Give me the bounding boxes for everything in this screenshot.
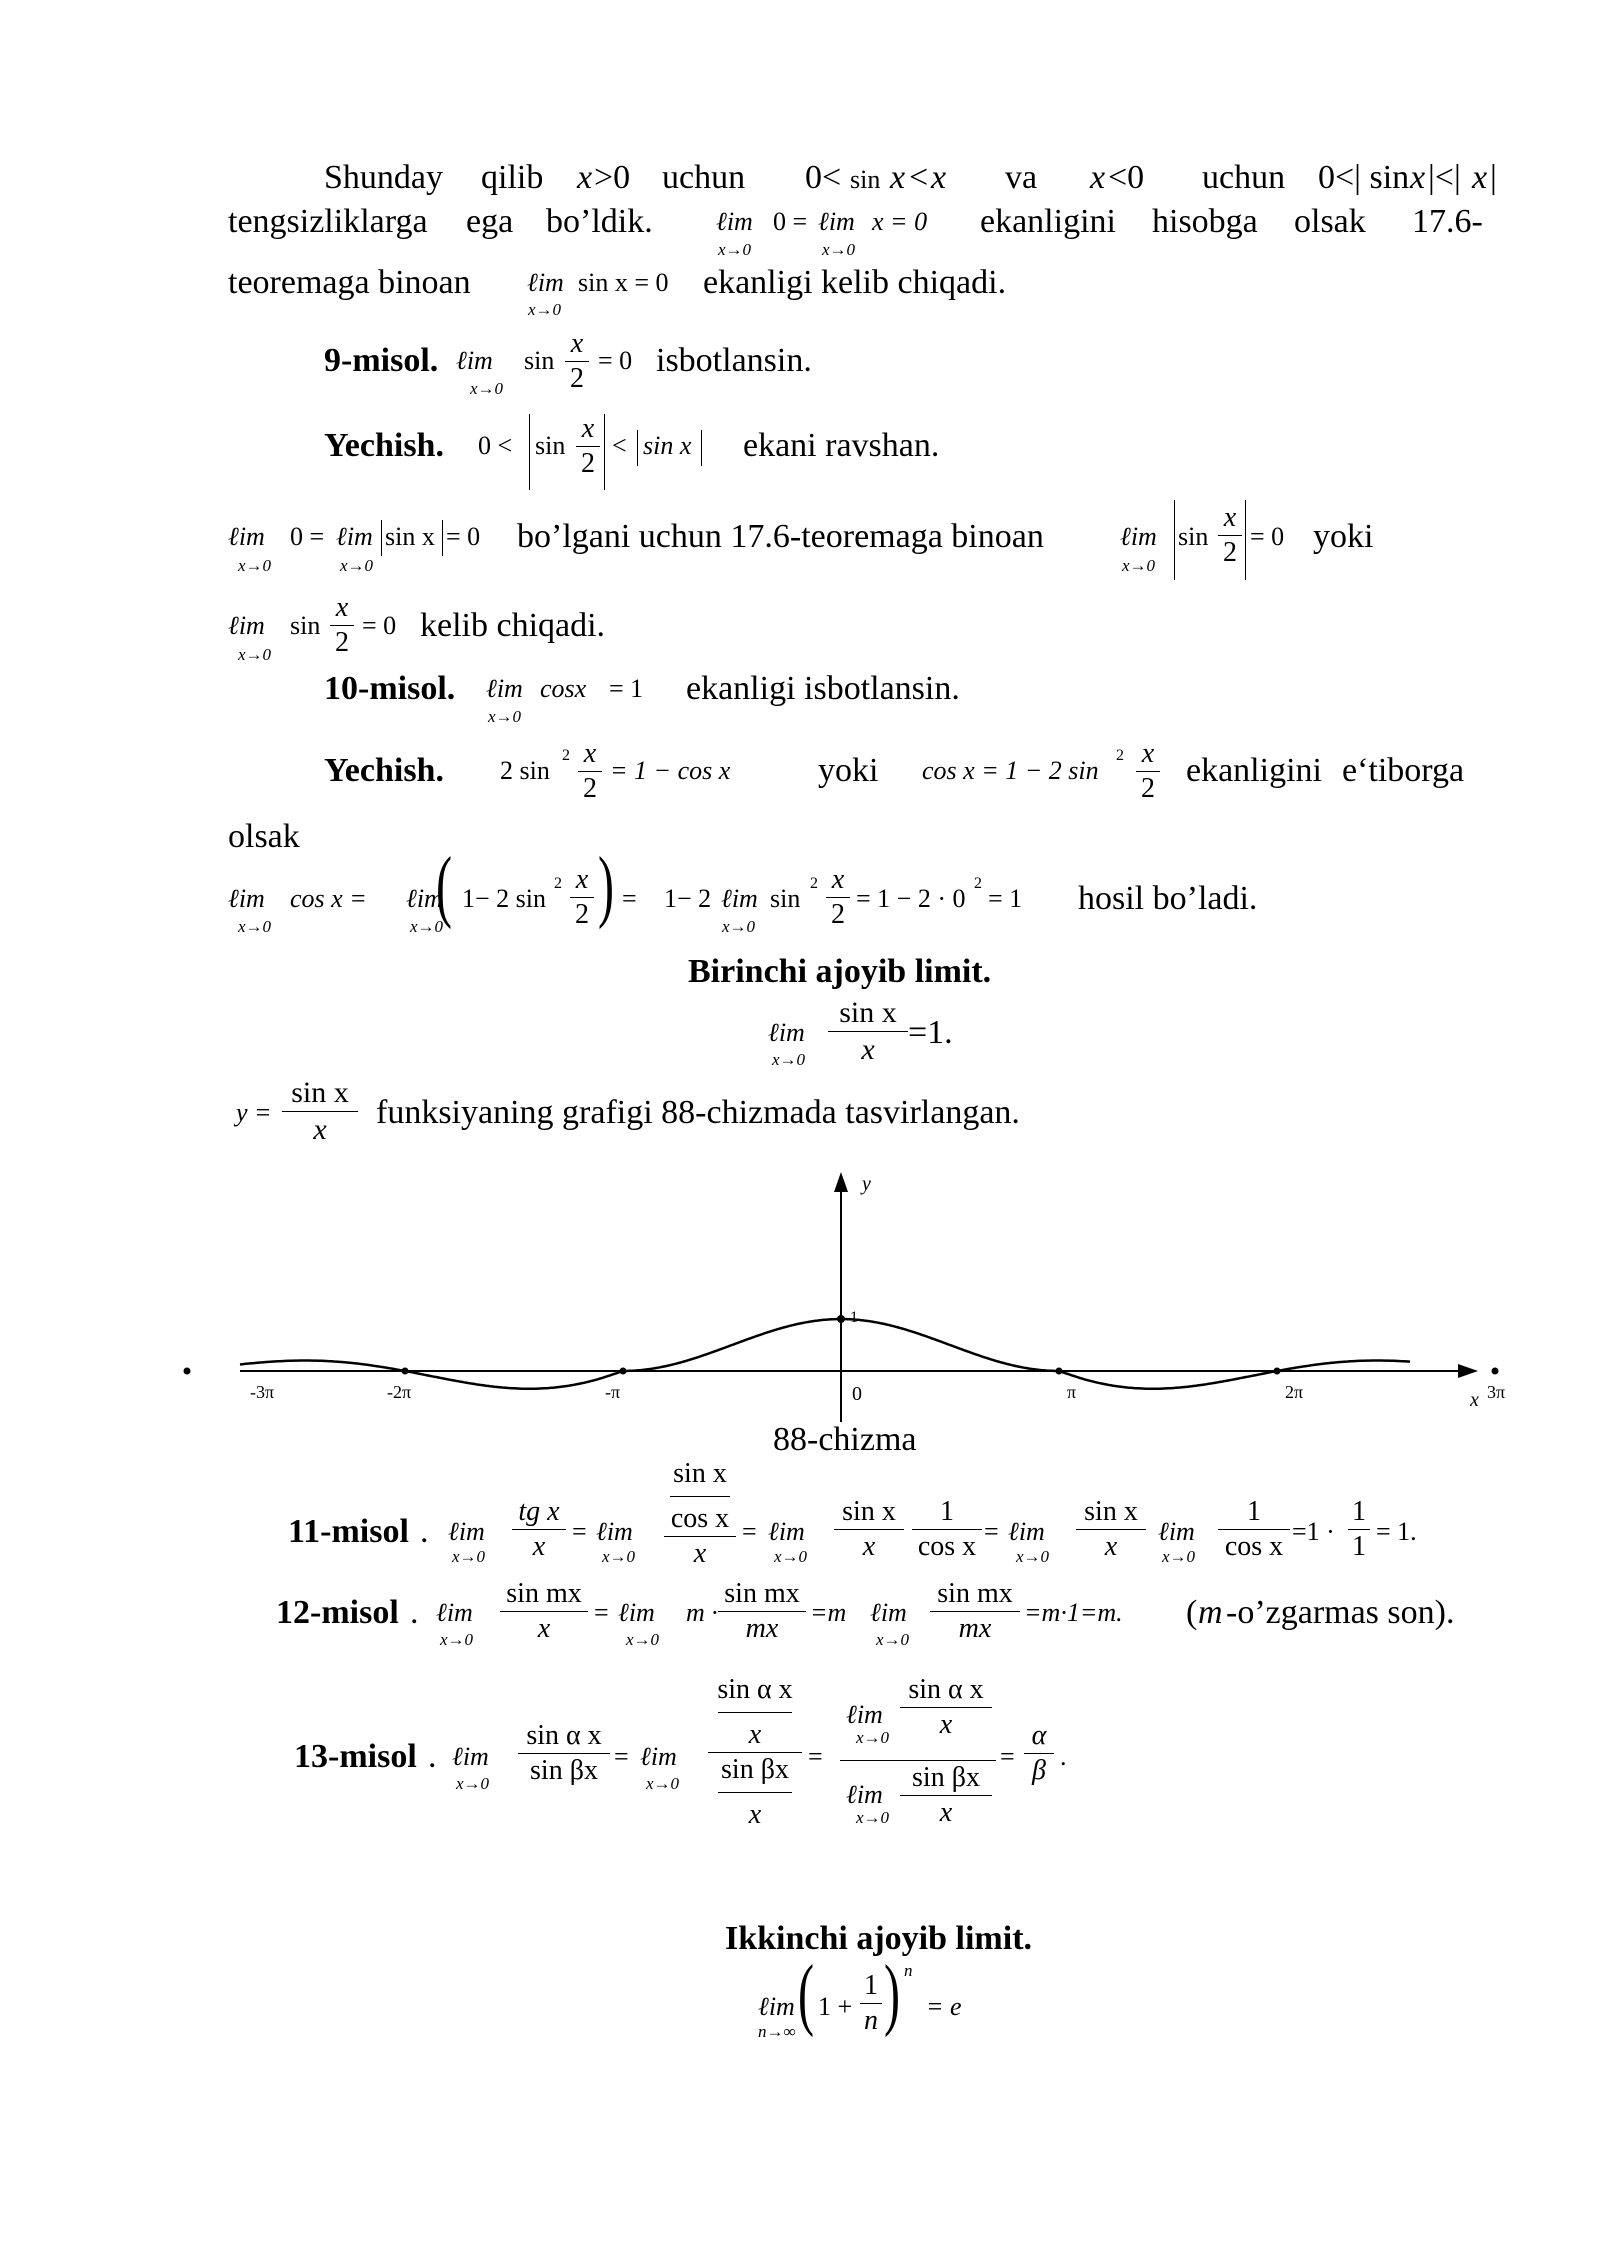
abs-bar — [637, 430, 638, 466]
text: ekanligi isbotlansin. — [686, 670, 960, 707]
math: y = — [236, 1098, 272, 1127]
paren-left: ( — [798, 1950, 814, 2038]
lim-symbol: ℓim — [870, 1598, 907, 1627]
tick-label: 2π — [1285, 1382, 1304, 1402]
numerator: sin mx — [724, 1578, 800, 1609]
math: cosx — [540, 674, 587, 703]
x-axis-arrow — [1458, 1364, 1478, 1378]
denominator-numerator: sin βx — [721, 1754, 789, 1785]
numerator: sin α x — [526, 1720, 602, 1751]
math: | — [1490, 159, 1497, 196]
denominator: sin βx — [530, 1755, 598, 1786]
text: ( — [1186, 1594, 1198, 1631]
math: = e — [926, 1992, 962, 2021]
numerator: x — [831, 864, 845, 895]
math: sin — [850, 165, 881, 194]
x-axis-label: x — [1470, 1389, 1479, 1411]
math: |<| — [1428, 159, 1461, 196]
math: 1− 2 — [664, 884, 712, 913]
exponent: 2 — [1116, 747, 1124, 764]
denominator: 2 — [581, 448, 595, 479]
zero-point — [620, 1368, 627, 1375]
y-axis-arrow — [834, 1172, 848, 1192]
example-title: 11-misol — [288, 1513, 409, 1550]
lim-symbol: ℓim — [640, 1742, 677, 1771]
fraction — [930, 1580, 1020, 1643]
numerator: sin x — [1084, 1496, 1138, 1527]
math: sin — [1178, 522, 1209, 551]
math: 0<| sin — [1318, 159, 1410, 196]
math: = — [1000, 1742, 1015, 1771]
text: isbotlansin. — [656, 342, 812, 379]
math: = — [572, 1517, 587, 1546]
math: sin — [770, 884, 801, 913]
lim-subscript: x→0 — [528, 300, 562, 319]
example-title: 13-misol — [294, 1738, 417, 1775]
denominator: x — [537, 1613, 551, 1644]
example-title: 12-misol — [276, 1594, 399, 1631]
math-var: x — [1090, 159, 1106, 196]
lim-subscript: x→0 — [772, 1050, 806, 1069]
lim-subscript: x→0 — [876, 1630, 910, 1649]
lim-subscript: x→0 — [1122, 556, 1156, 575]
text: . — [420, 1513, 429, 1550]
math: 0 = — [773, 207, 808, 236]
fraction — [900, 1676, 992, 1739]
math: = — [742, 1517, 757, 1546]
lim-subscript: x→0 — [856, 1728, 890, 1747]
text: kelib chiqadi. — [420, 607, 606, 644]
zero-point — [184, 1368, 191, 1375]
numerator: 1 — [940, 1496, 954, 1527]
math: >0 — [594, 159, 631, 196]
fraction — [1076, 1498, 1146, 1561]
fraction — [860, 1972, 882, 2035]
math: = — [808, 1742, 823, 1771]
denominator: x — [532, 1531, 546, 1562]
lim-symbol: ℓim — [1158, 1517, 1195, 1546]
math: cos x = — [290, 884, 367, 913]
abs-bar — [381, 520, 382, 556]
math: 0< — [805, 159, 842, 196]
abs-bar — [1174, 500, 1175, 580]
lim-symbol: ℓim — [527, 268, 564, 297]
math: = — [614, 1742, 629, 1771]
numerator: x — [1223, 502, 1237, 533]
math: = 0 — [446, 522, 481, 551]
numerator-numerator: sin α x — [717, 1674, 793, 1705]
sinx-over-x-graph — [230, 1160, 1506, 1430]
solution-title: Yechish. — [324, 427, 444, 464]
math: = — [622, 884, 637, 913]
compound-fraction — [708, 1676, 802, 1829]
text: funksiyaning grafigi 88-chizmada tasvirlangan. — [376, 1094, 1020, 1131]
math-var: x — [1472, 159, 1488, 196]
lim-symbol: ℓim — [336, 522, 373, 551]
text: qilib — [481, 159, 544, 196]
lim-symbol: ℓim — [846, 1780, 883, 1809]
peak-point — [837, 1315, 845, 1323]
lim-symbol: ℓim — [1120, 522, 1157, 551]
lim-subscript: x→0 — [238, 917, 272, 936]
text: . — [428, 1738, 437, 1775]
lim-subscript: x→0 — [488, 707, 522, 726]
math: sin — [535, 431, 566, 460]
math-var: x — [931, 159, 947, 196]
denominator: 1 — [1352, 1531, 1366, 1562]
math: 2 sin — [500, 756, 550, 785]
math: = 0 — [1250, 522, 1285, 551]
fraction-bar — [840, 1760, 996, 1761]
denominator: β — [1032, 1755, 1046, 1786]
math: 0 = — [290, 522, 325, 551]
denominator: 2 — [583, 773, 597, 804]
lim-symbol: ℓim — [228, 522, 265, 551]
lim-subscript: x→0 — [440, 1630, 474, 1649]
math: sin x = 0 — [578, 268, 669, 297]
math-var: x — [1410, 159, 1426, 196]
denominator: mx — [958, 1613, 992, 1644]
numerator: 1 — [1247, 1496, 1261, 1527]
numerator: x — [570, 328, 584, 359]
text: olsak — [228, 818, 300, 855]
solution-title: Yechish. — [324, 752, 444, 789]
numerator: 1 — [1352, 1496, 1366, 1527]
tick-label: -π — [605, 1382, 621, 1402]
math: x = 0 — [872, 207, 928, 236]
denominator: cos x — [1224, 1531, 1284, 1562]
abs-bar — [1245, 500, 1246, 580]
lim-symbol: ℓim — [716, 207, 753, 236]
math: = — [984, 1517, 999, 1546]
text: ega — [466, 203, 514, 240]
math: . — [1060, 1742, 1067, 1771]
compound-fraction — [664, 1460, 736, 1568]
sinc-curve — [240, 1319, 1410, 1389]
example-title: 10-misol. — [324, 670, 456, 707]
paren-right: ) — [598, 842, 614, 930]
numerator: sin βx — [912, 1762, 980, 1793]
numerator-denominator: x — [748, 1719, 762, 1750]
text: 17.6- — [1412, 203, 1483, 240]
example-title: 9-misol. — [324, 342, 439, 379]
fraction — [565, 330, 589, 393]
numerator: x — [1141, 738, 1155, 769]
text: yoki — [1313, 518, 1374, 555]
text: . — [410, 1594, 419, 1631]
math-var: x — [890, 159, 906, 196]
text: -o’zgarmas son). — [1226, 1594, 1455, 1631]
lim-subscript: x→0 — [1162, 1547, 1196, 1566]
tick-label: π — [1067, 1382, 1077, 1402]
math: sin x — [643, 431, 692, 460]
fraction — [282, 1078, 358, 1145]
text: ekani ravshan. — [743, 427, 940, 464]
text: ekanligi kelib chiqadi. — [703, 264, 1007, 301]
lim-symbol: ℓim — [1008, 1517, 1045, 1546]
numerator: x — [581, 413, 595, 444]
math: m · — [686, 1598, 718, 1627]
lim-subscript: x→0 — [410, 917, 444, 936]
lim-symbol: ℓim — [818, 207, 855, 236]
math: =m·1=m. — [1024, 1598, 1123, 1627]
fraction — [826, 866, 850, 929]
denominator: x — [862, 1531, 876, 1562]
lim-symbol: ℓim — [452, 1742, 489, 1771]
tick-label: -3π — [250, 1382, 275, 1402]
lim-subscript: x→0 — [456, 1774, 490, 1793]
fraction — [500, 1580, 588, 1643]
denominator: x — [693, 1538, 707, 1569]
math: = 0 — [362, 611, 397, 640]
figure-caption: 88-chizma — [773, 1421, 917, 1458]
math: < — [909, 159, 929, 196]
denominator: 2 — [831, 899, 845, 930]
lim-symbol: ℓim — [228, 884, 265, 913]
paren-right: ) — [884, 1950, 900, 2038]
text: Shunday — [324, 159, 443, 196]
paren-left: ( — [436, 842, 452, 930]
fraction — [330, 594, 354, 657]
numerator: α — [1031, 1720, 1047, 1751]
lim-subscript: x→0 — [340, 556, 374, 575]
fraction — [570, 866, 594, 929]
fraction — [1218, 1498, 1290, 1561]
math: 0 < — [478, 431, 513, 460]
text: tengsizliklarga — [228, 203, 428, 240]
lim-subscript: x→0 — [722, 917, 756, 936]
fraction — [834, 1498, 904, 1561]
text: ekanligini — [1186, 752, 1322, 789]
math: = 1 — [988, 884, 1023, 913]
numerator: x — [335, 592, 349, 623]
math-var: x — [577, 159, 593, 196]
peak-label: 1 — [850, 1309, 858, 1326]
lim-subscript: x→0 — [452, 1547, 486, 1566]
denominator: 2 — [575, 899, 589, 930]
section-heading: Ikkinchi ajoyib limit. — [725, 1920, 1033, 1957]
tick-label: -2π — [387, 1382, 412, 1402]
exponent: n — [904, 1961, 913, 1980]
text: e‘tiborga — [1342, 752, 1465, 789]
exponent: 2 — [554, 875, 562, 892]
lim-subscript: x→0 — [856, 1808, 890, 1827]
fraction — [1348, 1498, 1370, 1561]
text: bo’lgani uchun 17.6-teoremaga binoan — [517, 518, 1044, 555]
fraction — [576, 415, 600, 478]
fraction — [1024, 1722, 1054, 1785]
math: <0 — [1108, 159, 1145, 196]
zero-point — [1492, 1368, 1499, 1375]
lim-symbol: ℓim — [721, 884, 758, 913]
section-heading: Birinchi ajoyib limit. — [688, 953, 992, 990]
math: = 1 — [609, 674, 644, 703]
text: hisobga — [1152, 203, 1258, 240]
abs-bar — [442, 520, 443, 556]
denominator: x — [939, 1709, 953, 1740]
numerator: sin x — [291, 1076, 349, 1109]
tick-labels — [250, 1382, 1505, 1402]
lim-symbol: ℓim — [486, 674, 523, 703]
lim-symbol: ℓim — [448, 1517, 485, 1546]
lim-subscript: x→0 — [238, 645, 272, 664]
math: 1− 2 sin — [462, 884, 547, 913]
denominator: cos x — [917, 1531, 977, 1562]
numerator: x — [575, 864, 589, 895]
numerator: tg x — [518, 1496, 560, 1527]
text: yoki — [818, 752, 879, 789]
lim-symbol: ℓim — [228, 611, 265, 640]
denominator: 2 — [1141, 773, 1155, 804]
text: hosil bo’ladi. — [1078, 880, 1258, 917]
math: cos x = 1 − 2 sin — [922, 756, 1099, 785]
lim-subscript: x→0 — [238, 556, 272, 575]
math: = 0 — [598, 346, 633, 375]
text: uchun — [1202, 159, 1286, 196]
text: va — [1005, 159, 1038, 196]
fraction — [512, 1498, 566, 1561]
fraction — [518, 1722, 610, 1785]
numerator-denominator: cos x — [670, 1503, 730, 1534]
fraction — [900, 1764, 992, 1827]
text: olsak — [1294, 203, 1366, 240]
denominator: mx — [745, 1613, 779, 1644]
math: sin — [290, 611, 321, 640]
math: sin x — [385, 522, 435, 551]
numerator: x — [583, 738, 597, 769]
fraction — [718, 1580, 806, 1643]
lim-subscript: x→0 — [646, 1774, 680, 1793]
lim-symbol: ℓim — [406, 884, 443, 913]
exponent: 2 — [810, 875, 818, 892]
lim-symbol: ℓim — [768, 1517, 805, 1546]
lim-symbol: ℓim — [618, 1598, 655, 1627]
fraction — [1136, 740, 1160, 803]
fraction — [912, 1498, 982, 1561]
numerator: sin α x — [908, 1674, 984, 1705]
denominator-denominator: x — [748, 1799, 762, 1830]
lim-subscript: x→0 — [602, 1547, 636, 1566]
text: ekanligini — [980, 203, 1116, 240]
math: = — [594, 1598, 609, 1627]
numerator: sin x — [839, 996, 897, 1029]
text: teoremaga binoan — [228, 264, 471, 301]
y-axis-label: y — [862, 1173, 871, 1195]
math: < — [612, 431, 627, 460]
lim-symbol: ℓim — [456, 346, 493, 375]
lim-subscript: x→0 — [1016, 1547, 1050, 1566]
math: 1 + — [818, 1992, 853, 2021]
lim-symbol: ℓim — [436, 1598, 473, 1627]
exponent: 2 — [562, 747, 570, 764]
lim-symbol: ℓim — [768, 1018, 805, 1047]
math: =m — [810, 1598, 847, 1627]
zero-point — [1274, 1368, 1281, 1375]
lim-symbol: ℓim — [846, 1700, 883, 1729]
fraction — [578, 740, 602, 803]
zero-point — [402, 1368, 409, 1375]
numerator-numerator: sin x — [673, 1458, 727, 1489]
lim-subscript: x→0 — [822, 240, 856, 259]
text: uchun — [662, 159, 746, 196]
numerator: sin mx — [506, 1578, 582, 1609]
math: = 1. — [1376, 1517, 1417, 1546]
lim-subscript: x→0 — [470, 379, 504, 398]
text: bo’ldik. — [546, 203, 653, 240]
numerator: sin mx — [937, 1578, 1013, 1609]
denominator: 2 — [1223, 537, 1237, 568]
math: = 1 − 2 · 0 — [856, 884, 966, 913]
origin-label: 0 — [852, 1383, 862, 1405]
numerator: 1 — [864, 1970, 878, 2001]
lim-symbol: ℓim — [758, 1992, 795, 2021]
denominator: 2 — [335, 627, 349, 658]
lim-subscript: n→∞ — [758, 2022, 796, 2041]
math: sin — [524, 346, 555, 375]
tick-label: 3π — [1487, 1382, 1506, 1402]
lim-subscript: x→0 — [774, 1547, 808, 1566]
denominator: x — [313, 1113, 327, 1146]
lim-subscript: x→0 — [626, 1630, 660, 1649]
abs-bar — [529, 414, 530, 490]
math: = 1 − cos x — [610, 756, 731, 785]
math: =1. — [908, 1014, 953, 1051]
abs-bar — [604, 414, 605, 490]
math: =1 · — [1292, 1517, 1335, 1546]
abs-bar — [701, 430, 702, 466]
numerator: sin x — [842, 1496, 896, 1527]
fraction — [1218, 504, 1242, 567]
denominator: x — [861, 1033, 875, 1066]
fraction — [828, 998, 908, 1065]
lim-symbol: ℓim — [596, 1517, 633, 1546]
lim-subscript: x→0 — [718, 240, 752, 259]
denominator: 2 — [570, 363, 584, 394]
zero-point — [1056, 1368, 1063, 1375]
math-var: m — [1198, 1594, 1223, 1631]
denominator: x — [939, 1797, 953, 1828]
denominator: x — [1104, 1531, 1118, 1562]
denominator: n — [864, 2005, 878, 2036]
exponent: 2 — [974, 875, 982, 892]
